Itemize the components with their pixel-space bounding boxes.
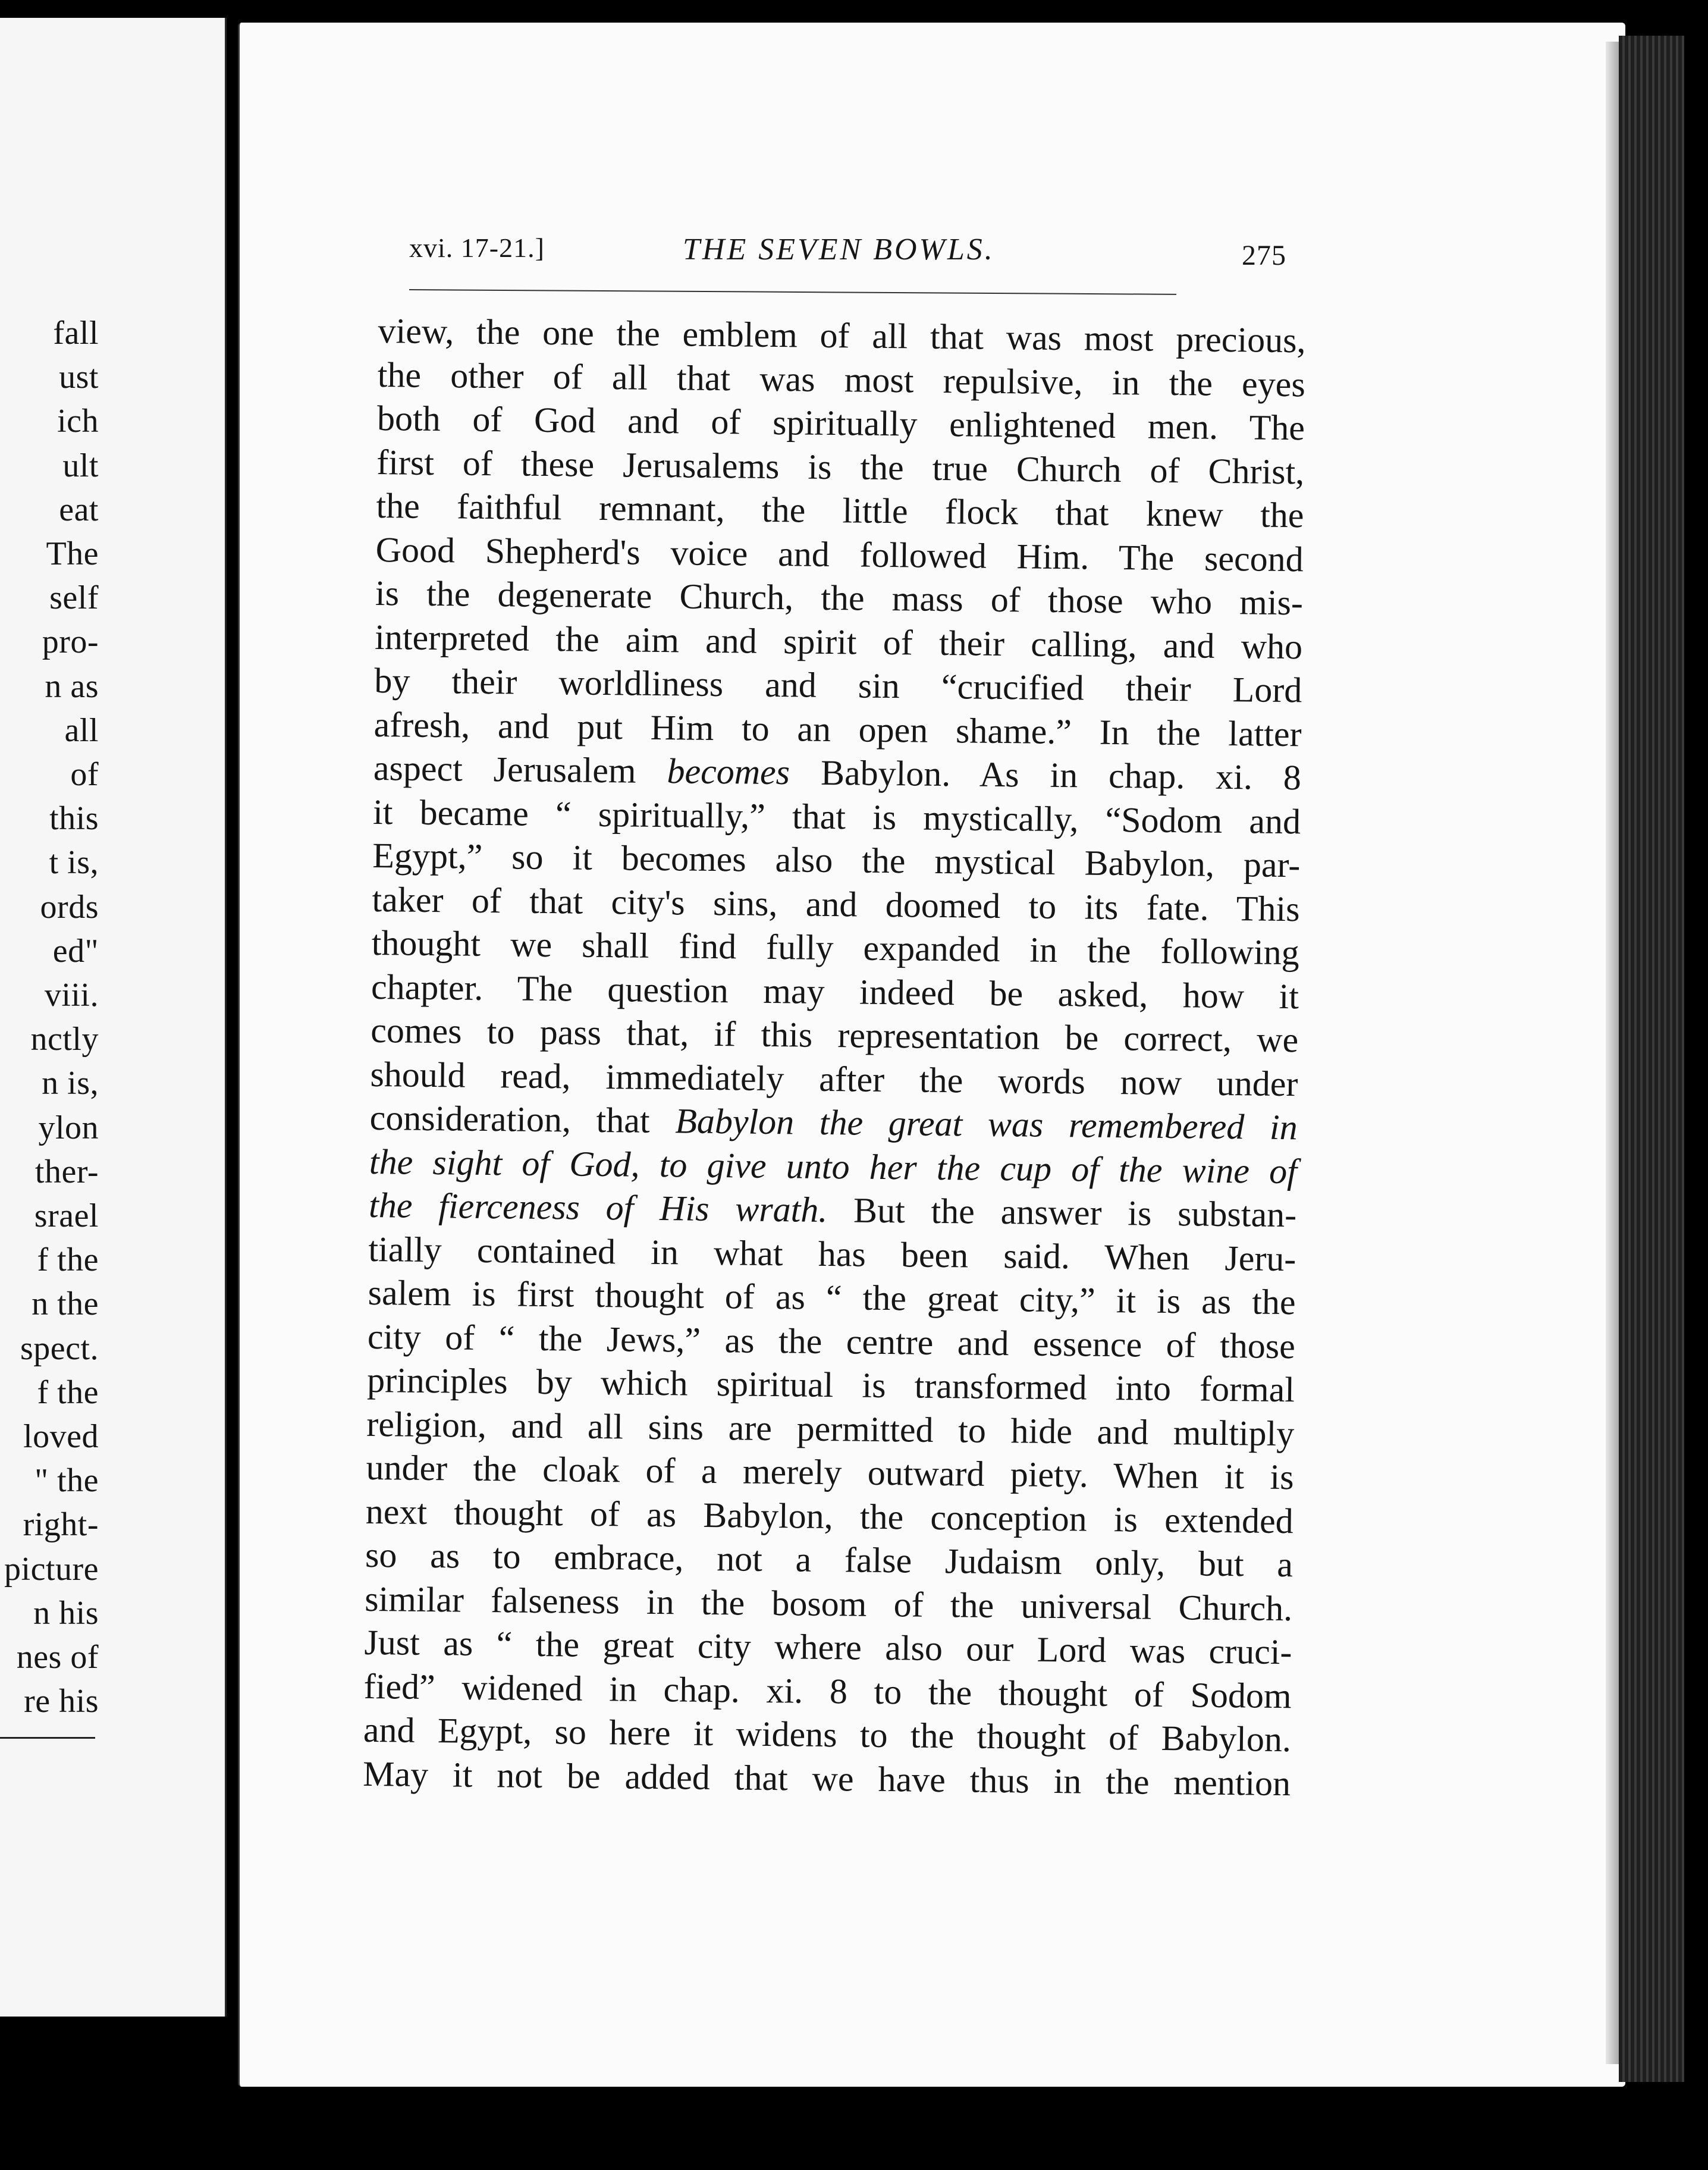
previous-page-line: ult [62, 447, 99, 484]
previous-page-fragment [0, 18, 227, 2017]
previous-page-line: ther- [34, 1153, 99, 1190]
body-line: city of “ the Jews,” as the centre and essence of those [367, 1316, 1296, 1366]
body-text-run: But the answer is substan- [827, 1190, 1297, 1235]
italic-quotation: Babylon the great was remembered in [674, 1101, 1298, 1147]
previous-page-line: ylon [38, 1109, 99, 1146]
body-line: similar falseness in the bosom of the universal Church. [364, 1579, 1293, 1628]
previous-page-line: t is, [49, 844, 99, 882]
body-text-run: Babylon. As in chap. xi. 8 [789, 752, 1302, 798]
previous-page-line: right- [23, 1506, 99, 1544]
previous-page-line: f the [37, 1241, 99, 1279]
body-line: salem is first thought of as “ the great city,” it is as the [368, 1272, 1296, 1322]
previous-page-line: viii. [44, 977, 99, 1014]
italic-quotation: the fierceness of His wrath. [368, 1185, 828, 1230]
previous-page-line: srael [34, 1197, 99, 1234]
body-line: next thought of as Babylon, the conception is extended [365, 1491, 1294, 1541]
body-line: tially contained in what has been said. When Jeru- [368, 1229, 1296, 1278]
previous-page-line: n is, [42, 1065, 99, 1102]
previous-page-line: ich [57, 403, 99, 440]
body-text-run: aspect Jerusalem [373, 748, 667, 791]
body-line: the faithful remnant, the little flock that knew the [376, 485, 1304, 535]
previous-page-line: ust [59, 359, 99, 396]
previous-page-line: The [46, 535, 99, 572]
body-line: comes to pass that, if this representation be correct, we [370, 1010, 1299, 1060]
body-line: Good Shepherd's voice and followed Him. The second [375, 529, 1304, 579]
body-line: Egypt,” so it becomes also the mystical Babylon, par- [372, 835, 1301, 885]
previous-page-line: fall [53, 315, 99, 352]
body-line: principles by which spiritual is transformed into formal [366, 1360, 1295, 1410]
body-line: view, the one the emblem of all that was most precious, [378, 311, 1306, 360]
body-line: Just as “ the great city where also our Lord was cruci- [364, 1622, 1292, 1672]
previous-page-line: eat [59, 491, 99, 528]
body-line: both of God and of spiritually enlightened men. The [376, 398, 1305, 448]
previous-page-line: n as [45, 667, 99, 705]
body-line: first of these Jerusalems is the true Church of Christ, [376, 442, 1305, 491]
previous-page-line: n his [33, 1594, 99, 1632]
body-line: thought we shall find fully expanded in the following [371, 923, 1300, 973]
body-line: so as to embrace, not a false Judaism only, but a [365, 1535, 1293, 1585]
italic-quotation: becomes [667, 751, 790, 792]
body-line: afresh, and put Him to an open shame.” In the latter [373, 704, 1302, 754]
previous-page-line: all [64, 711, 99, 749]
previous-page-line: pro- [42, 623, 99, 661]
body-line: it became “ spiritually,” that is mystically, “Sodom and [372, 792, 1301, 841]
body-line: under the cloak of a merely outward piety. When it is [366, 1447, 1294, 1497]
previous-page-line: self [49, 579, 99, 617]
body-line: the other of all that was most repulsive, in the eyes [377, 355, 1306, 404]
body-line: is the degenerate Church, the mass of those who mis- [375, 573, 1304, 623]
body-line: by their worldliness and sin “crucified their Lord [374, 660, 1302, 710]
previous-page-line: nes of [16, 1639, 99, 1676]
previous-page-line: ed" [52, 932, 99, 970]
body-line: interpreted the aim and spirit of their calling, and who [374, 617, 1303, 666]
previous-page-line: loved [23, 1418, 99, 1455]
body-line: chapter. The question may indeed be asked, how it [371, 967, 1299, 1016]
body-text-run: consideration, that [369, 1097, 676, 1141]
body-line: and Egypt, so here it widens to the thought of Babylon. [363, 1710, 1292, 1760]
running-title: THE SEVEN BOWLS. [683, 233, 995, 266]
chapter-reference: xvi. 17-21.] [409, 233, 545, 263]
previous-page-line: ords [40, 888, 99, 926]
body-line: fied” widened in chap. xi. 8 to the thought of Sodom [363, 1666, 1292, 1716]
previous-page-line: picture [4, 1550, 99, 1588]
previous-page-line: of [70, 756, 99, 793]
page-number: 275 [1242, 240, 1286, 271]
previous-page-rule [0, 1737, 95, 1739]
previous-page-line: spect. [20, 1329, 99, 1367]
body-line: May it not be added that we have thus in the mention [362, 1754, 1291, 1803]
previous-page-line: nctly [30, 1021, 99, 1058]
body-line: religion, and all sins are permitted to hide and multiply [366, 1404, 1295, 1453]
previous-page-line: f the [37, 1374, 99, 1411]
body-text [363, 309, 1306, 1805]
book-edge [1619, 36, 1684, 2082]
previous-page-line: this [49, 800, 99, 838]
italic-quotation: the sight of God, to give unto her the cup of the wine of [369, 1142, 1298, 1191]
body-line: taker of that city's sins, and doomed to its fate. This [372, 879, 1300, 929]
previous-page-line: re his [24, 1683, 99, 1720]
body-line: should read, immediately after the words now under [370, 1054, 1298, 1103]
page-header [409, 232, 1301, 297]
previous-page-line: " the [34, 1462, 99, 1500]
previous-page-line: n the [32, 1285, 99, 1323]
